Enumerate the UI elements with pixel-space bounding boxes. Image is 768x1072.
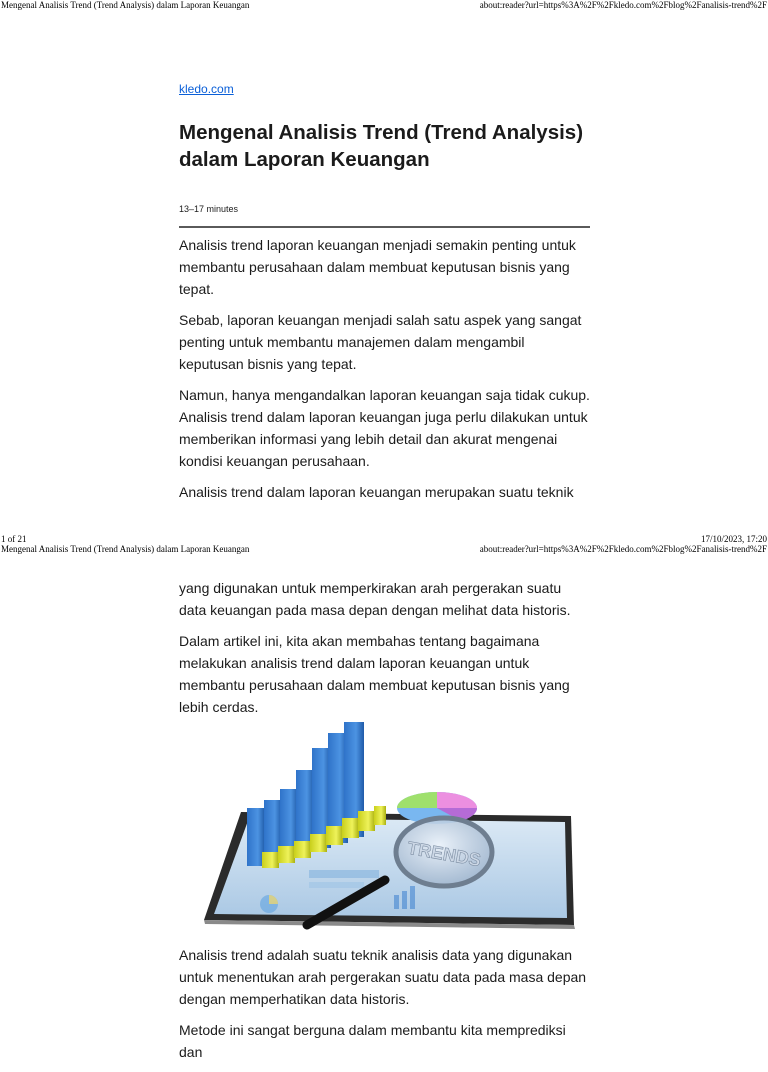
print-header-title: Mengenal Analisis Trend (Trend Analysis) dalam Laporan Keuangan — [1, 0, 250, 10]
paragraph: Sebab, laporan keuangan menjadi salah satu aspek yang sangat penting untuk membantu manajemen dalam mengambil keputusan bisnis yang tepat. — [179, 312, 582, 372]
article-body-page1 — [179, 234, 590, 512]
site-link[interactable]: kledo.com — [179, 82, 234, 96]
print-header-url: about:reader?url=https%3A%2F%2Fkledo.com%2Fblog%2Fanalisis-trend%2F — [479, 0, 767, 10]
paragraph: Namun, hanya mengandalkan laporan keuangan saja tidak cukup. Analisis trend dalam laporan keuangan juga perlu dilakukan untuk memberikan informasi yang lebih detail dan akurat mengenai kondisi keuangan perusahaan. — [179, 387, 590, 469]
paragraph: Analisis trend dalam laporan keuangan merupakan suatu teknik — [179, 484, 574, 500]
print-timestamp: 17/10/2023, 17:20 — [700, 534, 767, 544]
reading-time-container — [179, 199, 590, 217]
page-number: 1 of 21 — [1, 534, 27, 544]
paragraph: Analisis trend laporan keuangan menjadi semakin penting untuk membantu perusahaan dalam membuat keputusan bisnis yang tepat. — [179, 237, 576, 297]
article-title-container — [179, 119, 590, 173]
article-title: Mengenal Analisis Trend (Trend Analysis) dalam Laporan Keuangan — [179, 121, 584, 171]
tablet-chart-image — [179, 720, 590, 938]
paragraph: Dalam artikel ini, kita akan membahas tentang bagaimana melakukan analisis trend dalam laporan keuangan untuk membantu perusahaan dalam membuat keputusan bisnis yang lebih cerdas. — [179, 633, 570, 715]
paragraph: Analisis trend adalah suatu teknik analisis data yang digunakan untuk menentukan arah pergerakan suatu data pada masa depan dengan memperhatikan data historis. — [179, 947, 587, 1007]
print-header-url: about:reader?url=https%3A%2F%2Fkledo.com%2Fblog%2Fanalisis-trend%2F — [479, 544, 767, 554]
article-body-page2 — [179, 577, 590, 727]
title-divider — [179, 226, 590, 228]
paragraph: yang digunakan untuk memperkirakan arah pergerakan suatu data keuangan pada masa depan dengan melihat data historis. — [179, 580, 571, 618]
print-header-title: Mengenal Analisis Trend (Trend Analysis) dalam Laporan Keuangan — [1, 544, 250, 554]
article-body-page2-continued — [179, 944, 590, 1072]
trends-label: TRENDS — [405, 837, 483, 871]
reading-time: 13–17 minutes — [179, 204, 239, 214]
trend-analysis-illustration — [179, 720, 590, 938]
paragraph: Metode ini sangat berguna dalam membantu kita memprediksi dan — [179, 1022, 566, 1060]
site-link-container — [179, 80, 590, 98]
